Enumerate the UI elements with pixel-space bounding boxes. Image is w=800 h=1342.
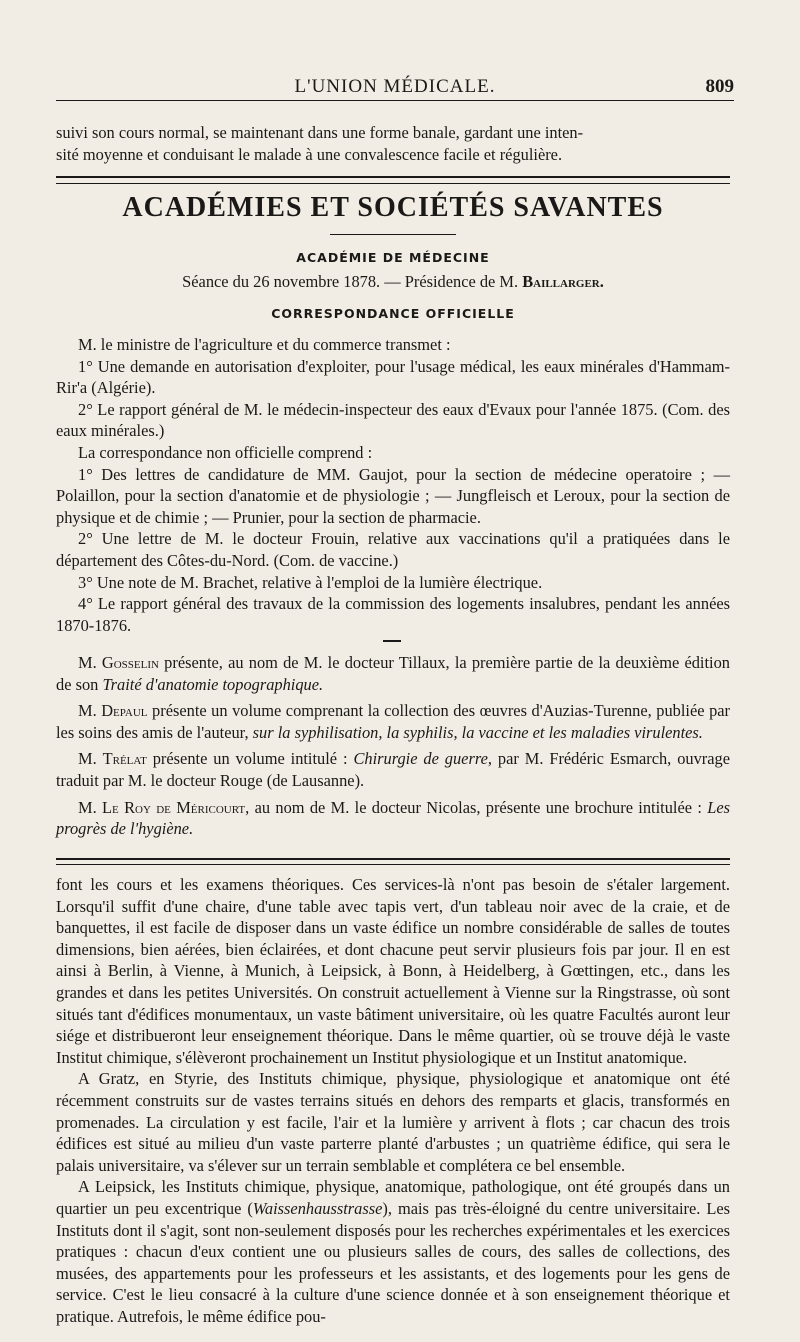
presentation-text-4: , au nom de M. le docteur Nicolas, présente une brochure intitulée : — [245, 797, 708, 817]
short-separator — [383, 640, 401, 642]
continuation-paragraph-3 — [56, 1176, 730, 1327]
unofficial-item-3: 3° Une note de M. Brachet, relative à l'emploi de la lumière électrique. — [78, 572, 543, 592]
seance-prefix: Séance du 26 novembre 1878. — Présidence de M. — [182, 272, 523, 291]
official-intro: M. le ministre de l'agriculture et du commerce transmet : — [78, 335, 451, 354]
page-number: 809 — [705, 76, 734, 97]
unofficial-item-2: 2° Une lettre de M. le docteur Frouin, relative aux vaccinations qu'il a pratiquées dans le département des Côtes-du-Nord. (Com. de vaccine.) — [56, 529, 730, 570]
official-item-2: 2° Le rapport général de M. le médecin-inspecteur des eaux d'Evaux pour l'année 1875. (Com. des eaux minérales.) — [56, 399, 730, 441]
academy-subtitle: ACADÉMIE DE MÉDECINE — [296, 250, 490, 265]
book-title-2: sur la syphilisation, la syphilis, la vaccine et les maladies virulentes. — [252, 722, 703, 742]
intro-line-2: sité moyenne et conduisant le malade à une convalescence facile et régulière. — [56, 144, 563, 164]
presenter-trelat: Trélat — [102, 749, 147, 769]
seance-line — [56, 272, 730, 292]
title-rule — [330, 234, 456, 235]
intro-paragraph — [56, 122, 730, 165]
unofficial-item-1: 1° Des lettres de candidature de MM. Gaujot, pour la section de médecine operatoire ; — Polaillon, pour la section d'anatomie et de physiologie ; — Jungfleisch et Leroux, pour la section de physique et de chimie ; — Prunier, pour la section de pharmacie. — [56, 464, 730, 527]
book-title-1: Traité d'anatomie topographique. — [102, 674, 324, 694]
presenter-depaul: Depaul — [101, 701, 148, 721]
official-correspondance — [56, 334, 730, 636]
presentation-text-2: présente un volume comprenant la collection des œuvres d'Auzias-Turenne, publiée par les soins des amis de l'auteur, — [56, 701, 730, 742]
presentation-text-1: présente, au nom de M. le docteur Tillaux, la première partie de la deuxième édition de son — [56, 653, 730, 694]
section-title: ACADÉMIES ET SOCIÉTÉS SAVANTES — [122, 192, 664, 223]
para3-part-b: ), mais pas très-éloigné du centre universitaire. Les Instituts dont il s'agit, sont non-seulement disposés pour les recherches expérimentales et les exercices pratiques : chacun d'eux contient une ou plusieurs salles de cours, des salles de collections, des musées, des appartements pour les professeurs et les assistants, et des logements pour les gens de service. C'est le lieu consacré à la culture d'une science donnée et à son enseignement théorique et pratique. Autrefois, le même édifice pou- — [56, 1198, 730, 1326]
running-header — [56, 76, 734, 101]
continuation-paragraph-1: font les cours et les examens théoriques. Ces services-là n'ont pas besoin de s'étaler largement. Lorsqu'il suffit d'une chaire, d'une table avec tapis vert, d'un tableau noir avec de la craie, et de banquettes, il est facile de disposer dans un vaste édifice un nombre considérable de salles de toutes dimensions, bien aérées, bien éclairées, et dont chacune peut servir plusieurs fois par jour. Il en est ainsi à Berlin, à Vienne, à Munich, à Leipsick, à Bonn, à Heidelberg, à Gœttingen, etc., dans les grandes et dans les petites Universités. On construit actuellement à Vienne sur la Ringstrasse, où sont situés tant d'édifices monumentaux, un vaste bâtiment universitaire, où les quatre Facultés auront leur siége et distribueront leur enseignement théorique. Dans le même quartier, où se trouve déjà le vaste Institut chimique, s'élèveront prochainement un Institut physiologique et un Institut anatomique. — [56, 875, 730, 1067]
continuation-paragraph-2: A Gratz, en Styrie, des Instituts chimique, physique, physiologique et anatomique ont été récemment construits sur de vastes terrains situés en dehors des remparts et glacis, transformés en promenades. La circulation y est facile, l'air et la lumière y arrivent à flots ; car chacun des trois édifices est situé au milieu d'un vaste parterre planté d'arbustes ; un quatrième édifice, qui sera le palais universitaire, va s'élever sur un terrain semblable et complétera ce bel ensemble. — [56, 1069, 730, 1175]
presenter-gosselin: Gosselin — [101, 653, 159, 672]
correspondance-title: CORRESPONDANCE OFFICIELLE — [271, 306, 515, 321]
presentation-trelat: M. Trélat présente un volume intitulé : Chirurgie de guerre, par M. Frédéric Esmarch, ouvrage traduit par M. le docteur Rouge (de Lausanne). — [56, 749, 730, 790]
official-item-1: 1° Une demande en autorisation d'exploiter, pour l'usage médical, les eaux minérales d'Hammam-Rir'a (Algérie). — [56, 356, 730, 398]
intro-line-1: suivi son cours normal, se maintenant dans une forme banale, gardant une inten- — [56, 123, 584, 142]
presentation-le-roy: M. Le Roy de Méricourt, au nom de M. le docteur Nicolas, présente une brochure intitulée : Les progrès de l'hygiène. — [56, 797, 731, 839]
president-name: Baillarger. — [522, 272, 604, 291]
street-name: Waissenhausstrasse — [252, 1198, 383, 1218]
book-title-4: Les progrès de l'hygiène. — [56, 797, 731, 839]
presentation-text-3b: , par M. Frédéric Esmarch, ouvrage traduit par M. le docteur Rouge (de Lausanne). — [56, 749, 730, 790]
presentation-text-3a: présente un volume intitulé : — [146, 749, 354, 769]
unofficial-intro: La correspondance non officielle comprend : — [78, 442, 373, 462]
para3-part-a: A Leipsick, les Instituts chimique, physique, anatomique, pathologique, ont été groupés dans un quartier un peu excentrique ( — [56, 1177, 730, 1218]
section-divider — [56, 176, 730, 184]
unofficial-item-4: 4° Le rapport général des travaux de la commission des logements insalubres, pendant les années 1870-1876. — [56, 594, 730, 635]
feuilleton-divider — [56, 858, 730, 865]
presenter-le-roy: Le Roy de Méricourt — [102, 797, 246, 817]
presentation-gosselin: M. Gosselin présente, au nom de M. le docteur Tillaux, la première partie de la deuxième édition de son Traité d'anatomie topographique. — [56, 653, 730, 694]
presentations — [56, 652, 730, 840]
book-title-3: Chirurgie de guerre — [353, 749, 488, 769]
feuilleton-text — [56, 874, 730, 1327]
journal-title: L'UNION MÉDICALE. — [294, 76, 496, 97]
presentation-depaul: M. Depaul présente un volume comprenant la collection des œuvres d'Auzias-Turenne, publiée par les soins des amis de l'auteur, sur la syphilisation, la syphilis, la vaccine et les maladies virulentes. — [56, 701, 730, 742]
